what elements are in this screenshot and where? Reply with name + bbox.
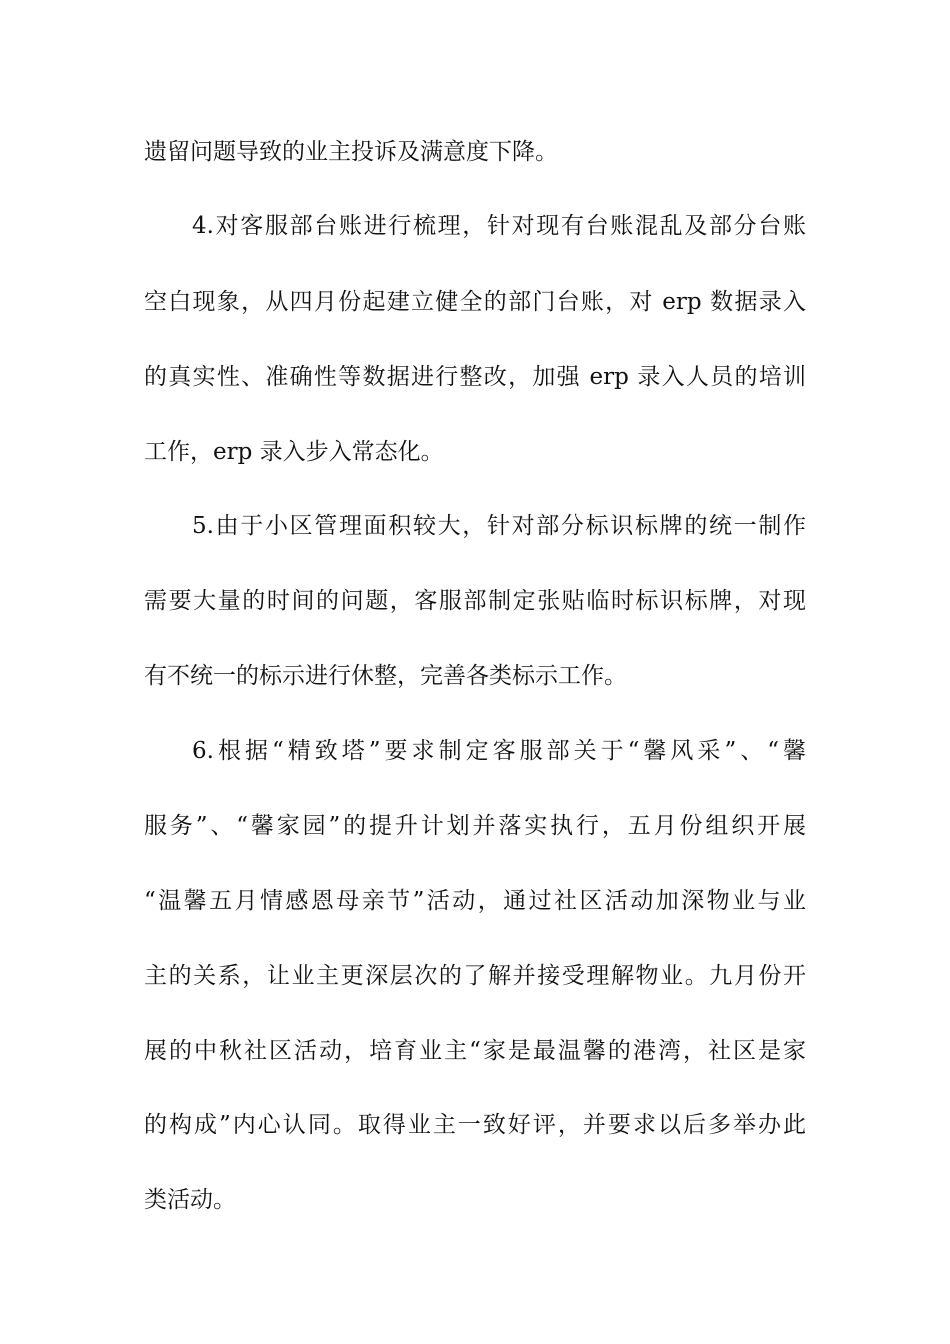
paragraph-6-line-3: “温馨五月情感恩母亲节”活动，通过社区活动加深物业与业 (144, 888, 806, 914)
paragraph-4-line-3: 的真实性、准确性等数据进行整改，加强 erp 录入人员的培训 (144, 364, 806, 390)
paragraph-5-line-2: 需要大量的时间的问题，客服部制定张贴临时标识标牌，对现 (144, 588, 806, 614)
paragraph-4-line-1: 4.对客服部台账进行梳理，针对现有台账混乱及部分台账 (192, 213, 806, 239)
paragraph-6-line-4: 主的关系，让业主更深层次的了解并接受理解物业。九月份开 (144, 963, 806, 989)
paragraph-6-line-6: 的构成”内心认同。取得业主一致好评，并要求以后多举办此 (144, 1112, 806, 1138)
paragraph-3-line-end: 遗留问题导致的业主投诉及满意度下降。 (144, 139, 558, 165)
paragraph-6-line-1: 6.根据“精致塔”要求制定客服部关于“馨风采”、“馨 (192, 738, 806, 764)
paragraph-4-line-2: 空白现象，从四月份起建立健全的部门台账，对 erp 数据录入 (144, 289, 806, 315)
paragraph-6-line-7: 类活动。 (144, 1187, 236, 1213)
paragraph-5-line-1: 5.由于小区管理面积较大，针对部分标识标牌的统一制作 (192, 513, 806, 539)
paragraph-4-line-4: 工作，erp 录入步入常态化。 (144, 439, 444, 465)
paragraph-6-line-5: 展的中秋社区活动，培育业主“家是最温馨的港湾，社区是家 (144, 1038, 806, 1064)
paragraph-6-line-2: 服务”、“馨家园”的提升计划并落实执行，五月份组织开展 (144, 813, 806, 839)
paragraph-5-line-3: 有不统一的标示进行休整，完善各类标示工作。 (144, 663, 627, 689)
